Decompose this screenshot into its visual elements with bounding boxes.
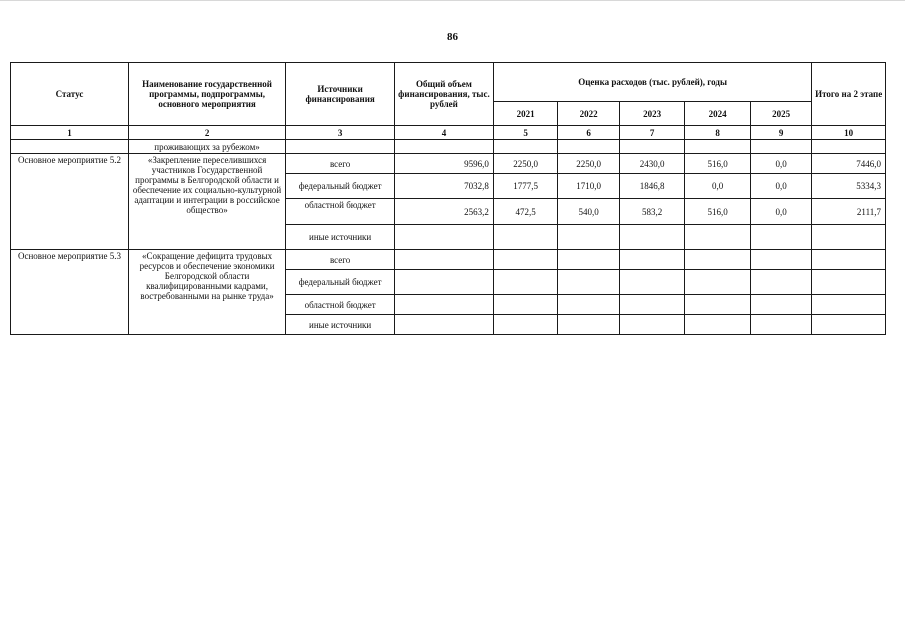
budget-table [10, 62, 886, 335]
header-estimate: Оценка расходов (тыс. рублей), годы [493, 63, 812, 102]
stage-total-value: 2111,7 [812, 199, 886, 225]
header-sources: Источники финансирования [286, 63, 395, 126]
column-number: 8 [685, 126, 751, 140]
year-value [619, 295, 685, 315]
activity-name: «Закрепление переселившихся участников Государственной программы в Белгородской области и обеспечение их социально-культурной адаптации и интеграции в российское общество» [128, 154, 285, 250]
scan-top-edge [0, 0, 905, 1]
column-number: 9 [750, 126, 812, 140]
year-value: 2430,0 [619, 154, 685, 174]
year-value: 0,0 [750, 154, 812, 174]
stage-total-value [812, 250, 886, 270]
funding-source: всего [286, 154, 395, 174]
empty-cell [685, 140, 751, 154]
year-value [750, 270, 812, 295]
header-year: 2025 [750, 102, 812, 126]
year-value: 540,0 [558, 199, 619, 225]
year-value [493, 250, 558, 270]
column-number: 2 [128, 126, 285, 140]
year-value [493, 225, 558, 250]
empty-cell [11, 140, 129, 154]
year-value [493, 295, 558, 315]
column-number: 4 [395, 126, 494, 140]
year-value: 0,0 [750, 174, 812, 199]
continuation-row [11, 140, 886, 154]
empty-cell [812, 140, 886, 154]
column-number: 3 [286, 126, 395, 140]
empty-cell [558, 140, 619, 154]
year-value: 1777,5 [493, 174, 558, 199]
header-year: 2023 [619, 102, 685, 126]
year-value [685, 250, 751, 270]
year-value [750, 250, 812, 270]
funding-source: федеральный бюджет [286, 174, 395, 199]
stage-total-value: 5334,3 [812, 174, 886, 199]
total-value [395, 270, 494, 295]
empty-cell [493, 140, 558, 154]
activity-status: Основное мероприятие 5.2 [11, 154, 129, 250]
total-value: 2563,2 [395, 199, 494, 225]
column-number: 10 [812, 126, 886, 140]
year-value [619, 250, 685, 270]
year-value: 516,0 [685, 154, 751, 174]
header-year: 2021 [493, 102, 558, 126]
year-value [558, 250, 619, 270]
header-name: Наименование государственной программы, подпрограммы, основного мероприятия [128, 63, 285, 126]
year-value [619, 315, 685, 335]
year-value: 583,2 [619, 199, 685, 225]
funding-source: областной бюджет [286, 199, 395, 225]
column-number: 6 [558, 126, 619, 140]
year-value: 2250,0 [558, 154, 619, 174]
header-status: Статус [11, 63, 129, 126]
year-value: 0,0 [685, 174, 751, 199]
year-value [685, 225, 751, 250]
year-value [558, 315, 619, 335]
column-number: 1 [11, 126, 129, 140]
empty-cell [286, 140, 395, 154]
stage-total-value: 7446,0 [812, 154, 886, 174]
column-number: 5 [493, 126, 558, 140]
year-value: 1710,0 [558, 174, 619, 199]
total-value [395, 225, 494, 250]
empty-cell [395, 140, 494, 154]
funding-source: всего [286, 250, 395, 270]
year-value: 2250,0 [493, 154, 558, 174]
year-value [558, 270, 619, 295]
year-value [685, 270, 751, 295]
year-value [558, 295, 619, 315]
funding-source: федеральный бюджет [286, 270, 395, 295]
year-value: 516,0 [685, 199, 751, 225]
stage-total-value [812, 295, 886, 315]
year-value [750, 315, 812, 335]
funding-source: иные источники [286, 225, 395, 250]
year-value: 472,5 [493, 199, 558, 225]
total-value: 9596,0 [395, 154, 494, 174]
year-value [750, 295, 812, 315]
page-number: 86 [447, 31, 458, 43]
table-row [11, 250, 886, 270]
year-value [750, 225, 812, 250]
activity-name: «Сокращение дефицита трудовых ресурсов и обеспечение экономики Белгородской области квалифицированными кадрами, востребованными на рынке труда» [128, 250, 285, 335]
year-value [619, 270, 685, 295]
year-value [685, 295, 751, 315]
header-stage-total: Итого на 2 этапе [812, 63, 886, 126]
continuation-text: проживающих за рубежом» [128, 140, 285, 154]
funding-source: областной бюджет [286, 295, 395, 315]
header-total: Общий объем финансирования, тыс. рублей [395, 63, 494, 126]
header-year: 2024 [685, 102, 751, 126]
total-value [395, 315, 494, 335]
year-value: 1846,8 [619, 174, 685, 199]
stage-total-value [812, 225, 886, 250]
year-value [619, 225, 685, 250]
empty-cell [750, 140, 812, 154]
funding-source: иные источники [286, 315, 395, 335]
column-number: 7 [619, 126, 685, 140]
activity-status: Основное мероприятие 5.3 [11, 250, 129, 335]
total-value [395, 250, 494, 270]
year-value [685, 315, 751, 335]
year-value [558, 225, 619, 250]
year-value [493, 270, 558, 295]
total-value [395, 295, 494, 315]
empty-cell [619, 140, 685, 154]
total-value: 7032,8 [395, 174, 494, 199]
column-number-row [11, 126, 886, 140]
stage-total-value [812, 315, 886, 335]
stage-total-value [812, 270, 886, 295]
year-value: 0,0 [750, 199, 812, 225]
table-row [11, 154, 886, 174]
header-year: 2022 [558, 102, 619, 126]
year-value [493, 315, 558, 335]
